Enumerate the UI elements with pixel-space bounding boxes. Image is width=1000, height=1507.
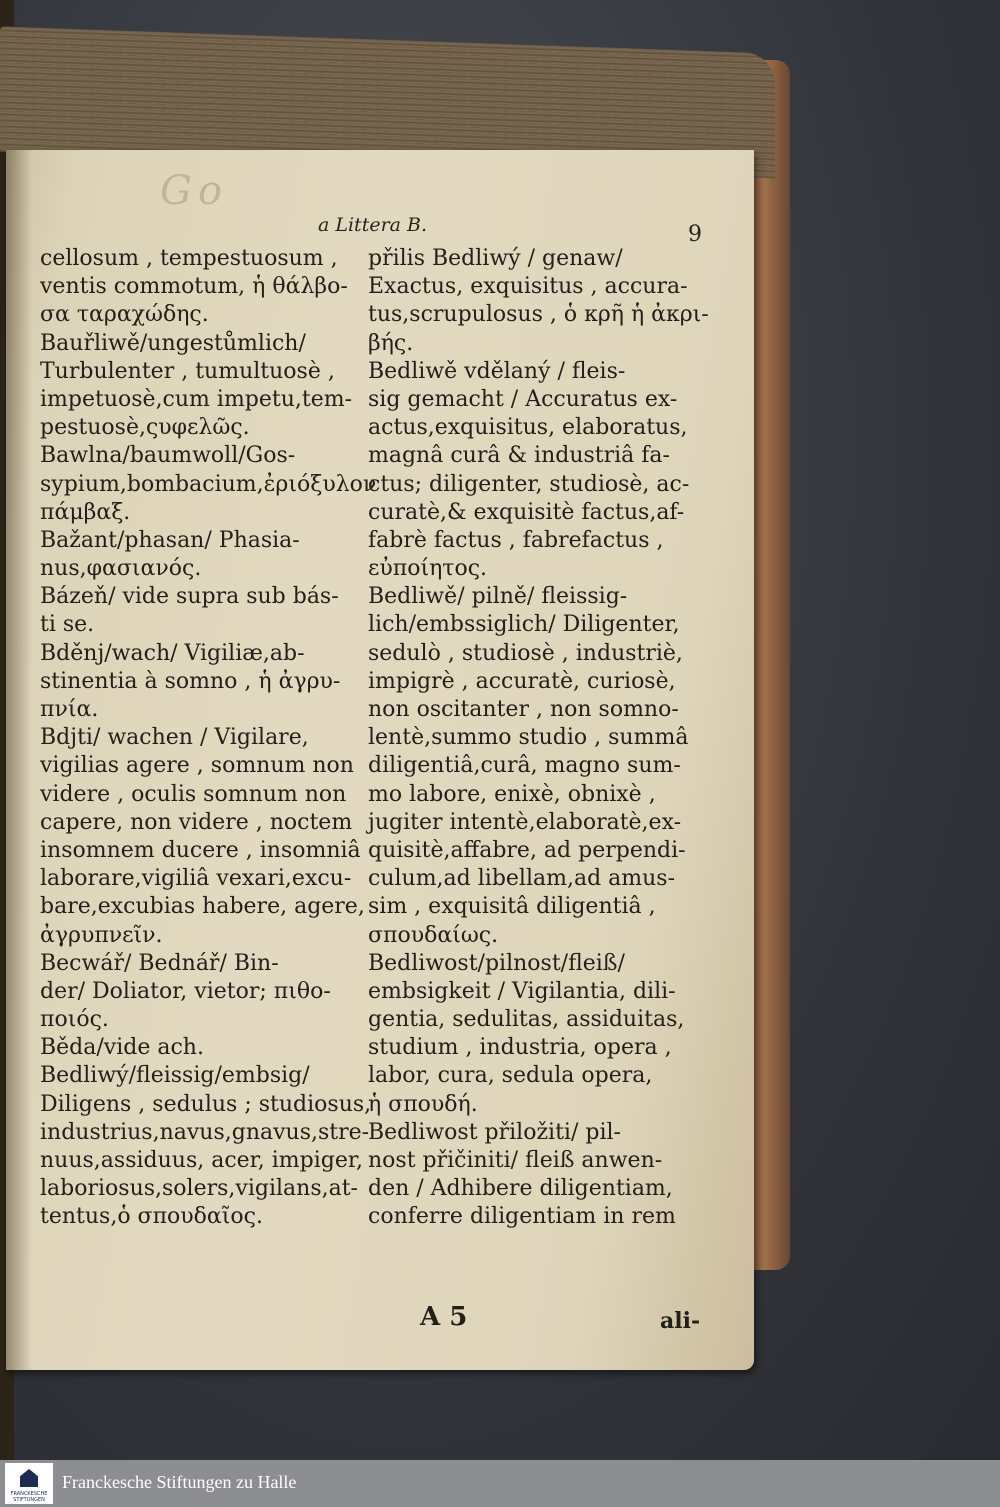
faded-stamp: Go bbox=[160, 168, 229, 214]
text-line: embsigkeit / Vigilantia, dili- bbox=[368, 978, 676, 1004]
institution-logo bbox=[5, 1463, 53, 1504]
text-line: vigilias agere , somnum non bbox=[40, 753, 354, 779]
text-line: nuus,assiduus, acer, impiger, bbox=[40, 1148, 363, 1173]
text-line: videre , oculis somnum non bbox=[40, 781, 347, 807]
text-line: βής. bbox=[368, 330, 414, 356]
text-line: den / Adhibere diligentiam, bbox=[368, 1176, 673, 1202]
text-line: πάμβαξ. bbox=[40, 499, 131, 525]
text-line: nus,φασιανός. bbox=[40, 556, 202, 582]
text-line: quisitè,affabre, ad perpendi- bbox=[368, 837, 686, 863]
text-line: jugiter intentè,elaboratè,ex- bbox=[368, 809, 682, 835]
text-line: Bděnj/wach/ Vigiliæ,ab- bbox=[40, 640, 305, 666]
text-line: industrius,navus,gnavus,stre- bbox=[40, 1119, 370, 1145]
building-icon bbox=[20, 1469, 38, 1487]
text-line: Bedliwost/pilnost/fleiß/ bbox=[368, 950, 625, 976]
footer-bar bbox=[0, 1460, 1000, 1507]
text-line: magnâ curâ & industriâ fa- bbox=[368, 443, 670, 469]
text-line: přilis Bedliwý / genaw/ bbox=[368, 246, 623, 271]
text-line: Běda/vide ach. bbox=[40, 1035, 204, 1061]
text-line: insomnem ducere , insomniâ bbox=[40, 837, 361, 863]
text-line: tus,scrupulosus , ὁ κρῆ ἡ ἀκρι- bbox=[368, 302, 709, 328]
text-line: εὐποίητος. bbox=[368, 556, 488, 582]
text-line: Bauřliwě/ungestůmlich/ bbox=[40, 330, 306, 356]
text-line: lentè,summo studio , summâ bbox=[368, 725, 689, 751]
text-line: culum,ad libellam,ad amus- bbox=[368, 866, 676, 892]
text-line: mo labore, enixè, obnixè , bbox=[368, 781, 656, 807]
text-line: tentus,ὁ σπουδαῖος. bbox=[40, 1204, 263, 1230]
text-line: laboriosus,solers,vigilans,at- bbox=[40, 1176, 358, 1202]
text-line: σπουδαίως. bbox=[368, 922, 499, 948]
text-line: gentia, sedulitas, assiduitas, bbox=[368, 1007, 685, 1033]
text-line: ventis commotum, ἡ θάλβο- bbox=[40, 274, 348, 300]
text-line: actus,exquisitus, elaboratus, bbox=[368, 415, 688, 441]
text-line: Turbulenter , tumultuosè , bbox=[40, 358, 335, 384]
text-line: curatè,& exquisitè factus,af- bbox=[368, 499, 685, 525]
running-head: a Littera B. bbox=[318, 214, 428, 236]
text-line: sypium,bombacium,ἐριόξυλον bbox=[40, 471, 377, 497]
text-line: Bedliwost přiložiti/ pil- bbox=[368, 1119, 621, 1145]
text-line: conferre diligentiam in rem bbox=[368, 1204, 676, 1230]
text-line: fabrè factus , fabrefactus , bbox=[368, 527, 664, 553]
text-line: Exactus, exquisitus , accura- bbox=[368, 274, 688, 300]
page-number: 9 bbox=[688, 222, 702, 247]
text-line: Bázeň/ vide supra sub bás- bbox=[40, 584, 339, 610]
logo-text: FRANCKESCHE STIFTUNGEN bbox=[10, 1491, 48, 1503]
right-column bbox=[368, 245, 709, 1232]
text-line: pestuosè,ςυφελῶς. bbox=[40, 415, 250, 441]
text-line: ctus; diligenter, studiosè, ac- bbox=[368, 471, 690, 497]
text-line: ἡ σπουδή. bbox=[368, 1091, 478, 1117]
text-line: stinentia à somno , ἡ ἀγρυ- bbox=[40, 668, 341, 694]
text-line: sig gemacht / Accuratus ex- bbox=[368, 386, 678, 412]
text-line: diligentiâ,curâ, magno sum- bbox=[368, 753, 681, 779]
text-line: σα ταραχώδης. bbox=[40, 302, 209, 328]
left-column bbox=[40, 245, 377, 1232]
text-line: laborare,vigiliâ vexari,excu- bbox=[40, 866, 352, 892]
catchword: ali- bbox=[660, 1308, 701, 1334]
text-line: labor, cura, sedula opera, bbox=[368, 1063, 653, 1089]
text-line: ἀγρυπνεῖν. bbox=[40, 922, 163, 948]
text-line: ποιός. bbox=[40, 1007, 109, 1033]
gutter-shadow bbox=[6, 150, 32, 1370]
text-line: πνία. bbox=[40, 697, 99, 722]
text-line: Bažant/phasan/ Phasia- bbox=[40, 527, 300, 553]
text-line: Diligens , sedulus ; studiosus, bbox=[40, 1091, 372, 1117]
text-line: der/ Doliator, vietor; πιθο- bbox=[40, 978, 331, 1004]
text-line: non oscitanter , non somno- bbox=[368, 697, 679, 722]
text-line: cellosum , tempestuosum , bbox=[40, 246, 338, 271]
text-line: studium , industria, opera , bbox=[368, 1035, 672, 1061]
text-line: capere, non videre , noctem bbox=[40, 809, 353, 835]
text-line: Bedliwě/ pilně/ fleissig- bbox=[368, 584, 628, 610]
text-line: Bdjti/ wachen / Vigilare, bbox=[40, 725, 309, 751]
text-line: sedulò , studiosè , industriè, bbox=[368, 640, 683, 666]
text-line: Becwář/ Bednář/ Bin- bbox=[40, 950, 279, 976]
text-line: sim , exquisitâ diligentiâ , bbox=[368, 894, 656, 920]
text-line: Bawlna/baumwoll/Gos- bbox=[40, 443, 296, 469]
text-line: nost přičiniti/ fleiß anwen- bbox=[368, 1148, 663, 1173]
institution-name: Franckesche Stiftungen zu Halle bbox=[62, 1472, 297, 1492]
text-line: Bedliwě vdělaný / fleis- bbox=[368, 358, 626, 384]
text-line: Bedliwý/fleissig/embsig/ bbox=[40, 1063, 310, 1089]
text-line: ti se. bbox=[40, 612, 95, 638]
text-line: lich/embssiglich/ Diligenter, bbox=[368, 612, 680, 638]
text-line: impetuosè,cum impetu,tem- bbox=[40, 386, 353, 412]
text-line: bare,excubias habere, agere, bbox=[40, 894, 365, 920]
signature-mark: A 5 bbox=[420, 1302, 468, 1332]
text-line: impigrè , accuratè, curiosè, bbox=[368, 668, 676, 694]
